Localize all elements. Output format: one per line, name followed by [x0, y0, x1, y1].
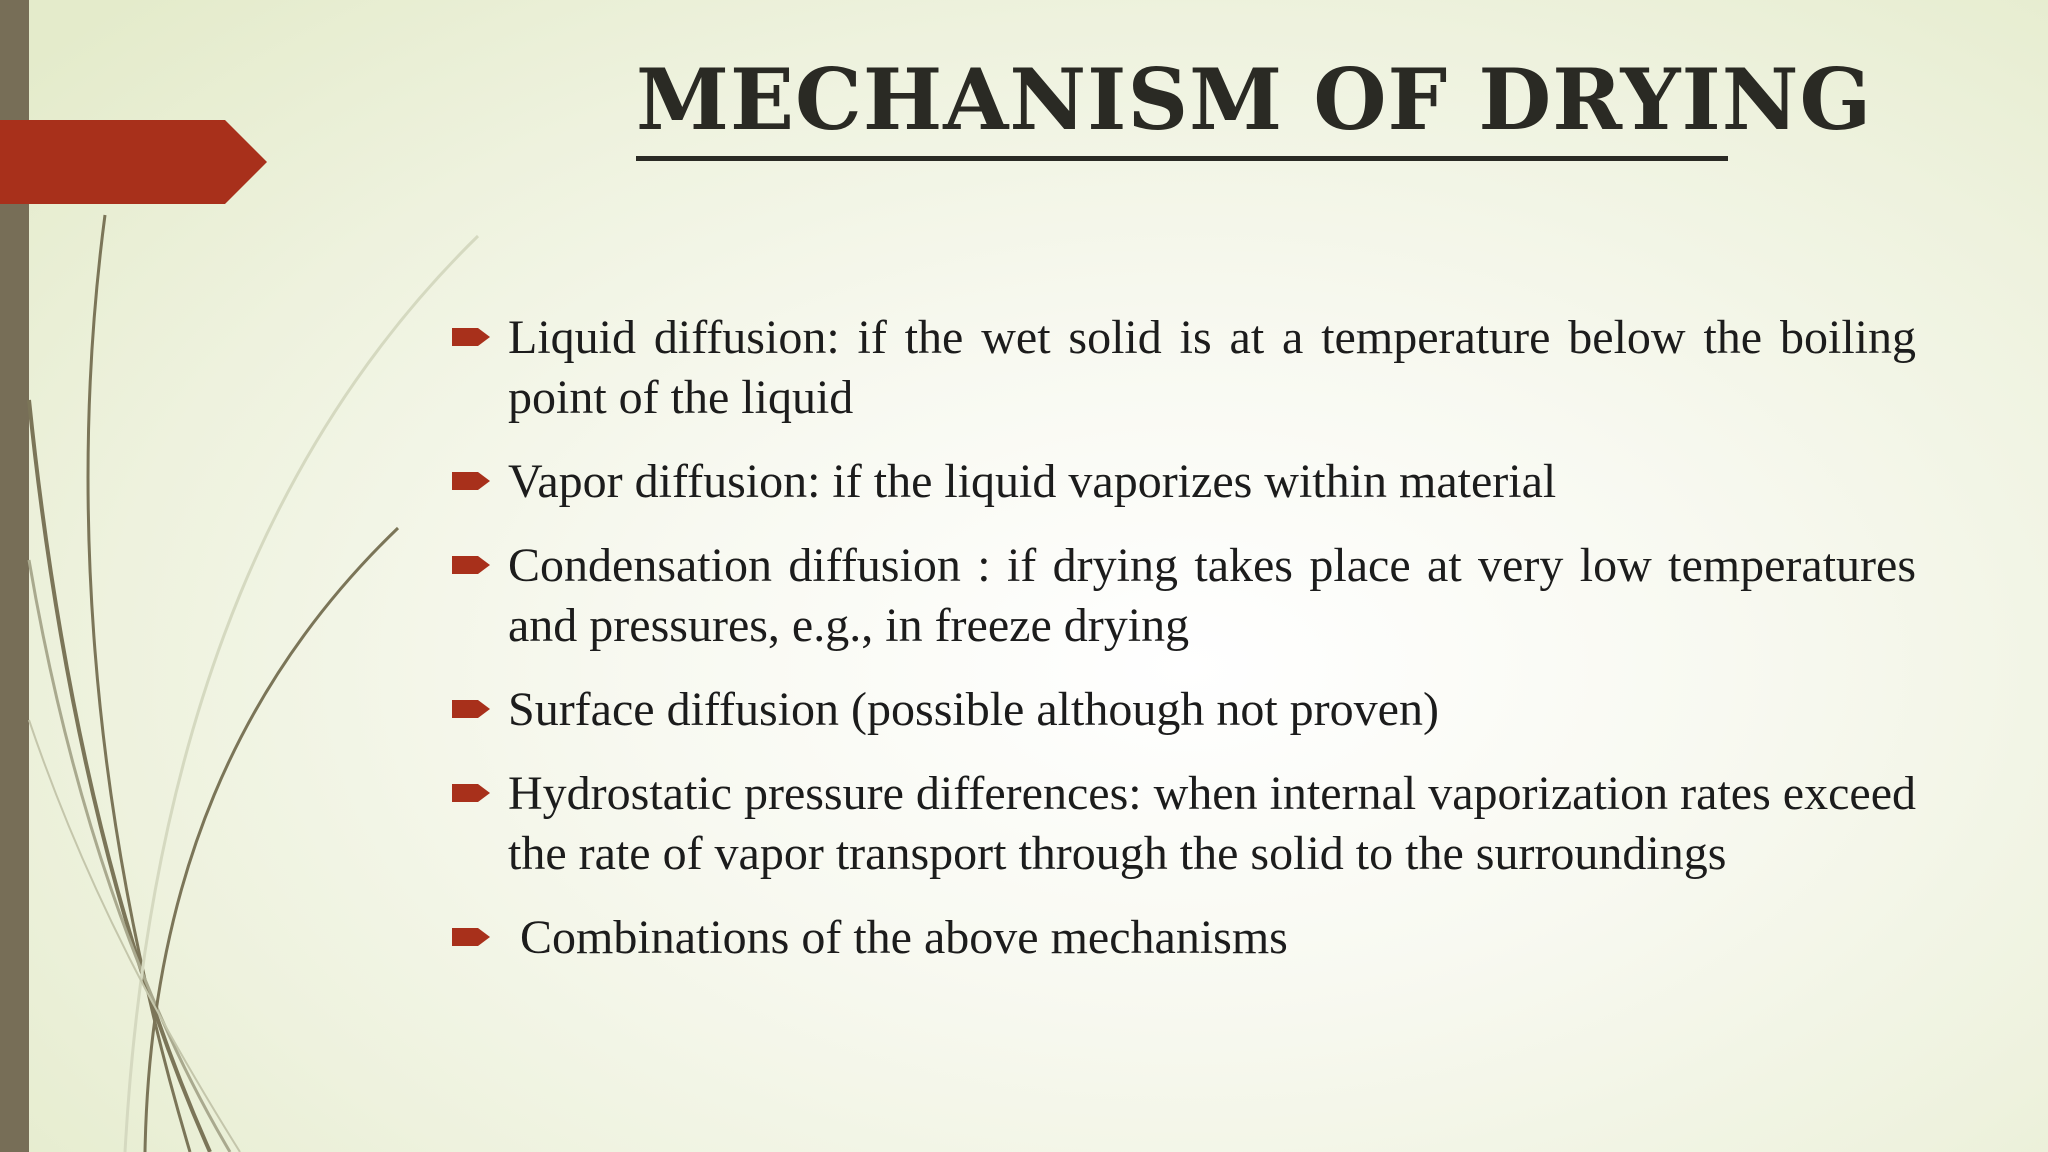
title-underline — [636, 156, 1728, 161]
decorative-swoosh-lines — [0, 0, 520, 1152]
arrow-right-icon — [452, 552, 492, 578]
bullet-text: Condensation diffusion : if drying takes place at very low temperatures and pressures, e.g., in freeze drying — [508, 539, 1916, 652]
list-item — [452, 536, 1916, 656]
bullet-text: Hydrostatic pressure differences: when internal vaporization rates exceed the rate of vapor transport through the solid to the surroundings — [508, 767, 1916, 880]
bullet-list — [452, 308, 1916, 992]
list-item — [452, 452, 1916, 512]
list-item — [452, 680, 1916, 740]
bullet-text: Combinations of the above mechanisms — [520, 911, 1288, 964]
list-item — [452, 308, 1916, 428]
arrow-right-icon — [452, 924, 492, 950]
bullet-text: Surface diffusion (possible although not proven) — [508, 683, 1439, 736]
arrow-right-icon — [452, 468, 492, 494]
bullet-text: Liquid diffusion: if the wet solid is at a temperature below the boiling point of the liquid — [508, 311, 1916, 424]
slide-title: MECHANISM OF DRYING — [636, 50, 1873, 149]
arrow-right-icon — [452, 696, 492, 722]
arrow-right-icon — [452, 324, 492, 350]
arrow-right-icon — [452, 780, 492, 806]
list-item — [452, 908, 1916, 968]
list-item — [452, 764, 1916, 884]
bullet-text: Vapor diffusion: if the liquid vaporizes within material — [508, 455, 1557, 508]
